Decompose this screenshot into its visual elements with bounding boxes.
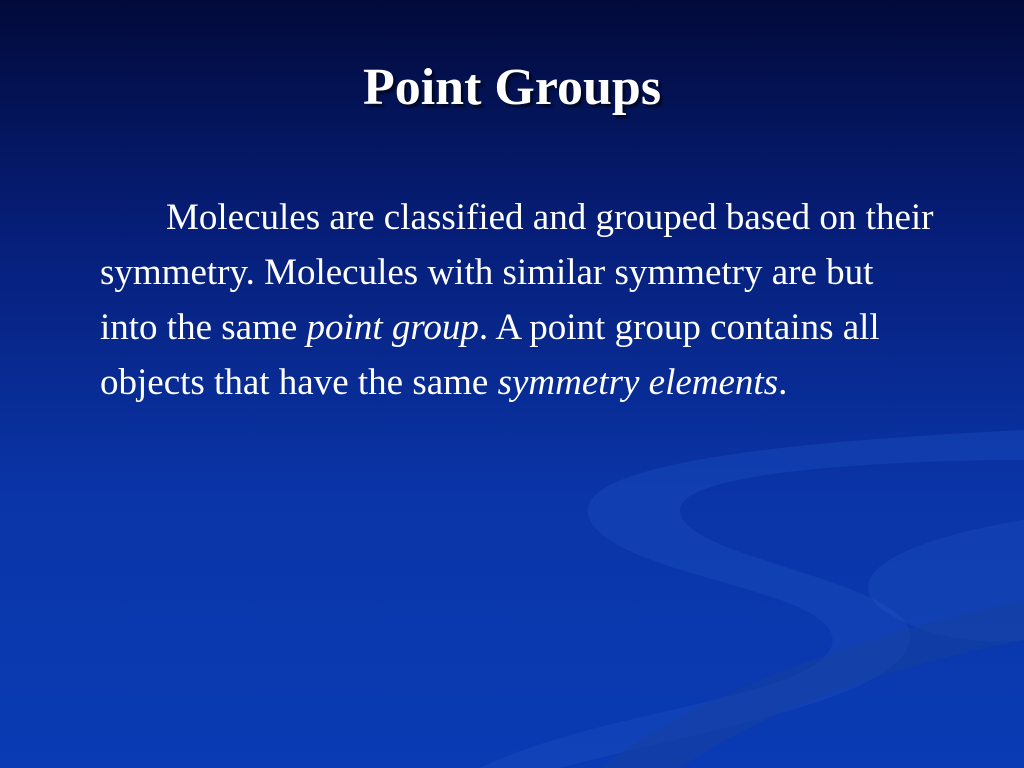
paragraph-text-3: .	[778, 362, 788, 403]
swirl-band-3	[600, 600, 1024, 768]
emphasis-symmetry-elements: symmetry elements	[497, 362, 779, 403]
emphasis-point-group: point group	[306, 307, 479, 348]
paragraph-text-2: . A point group contains all objects that have the same	[100, 307, 880, 403]
slide-title: Point Groups	[362, 59, 662, 116]
paragraph-text-1: Molecules are classified and grouped based on their symmetry. Molecules with similar symmetry are but into the same	[100, 197, 934, 348]
slide-body-paragraph	[100, 190, 940, 410]
